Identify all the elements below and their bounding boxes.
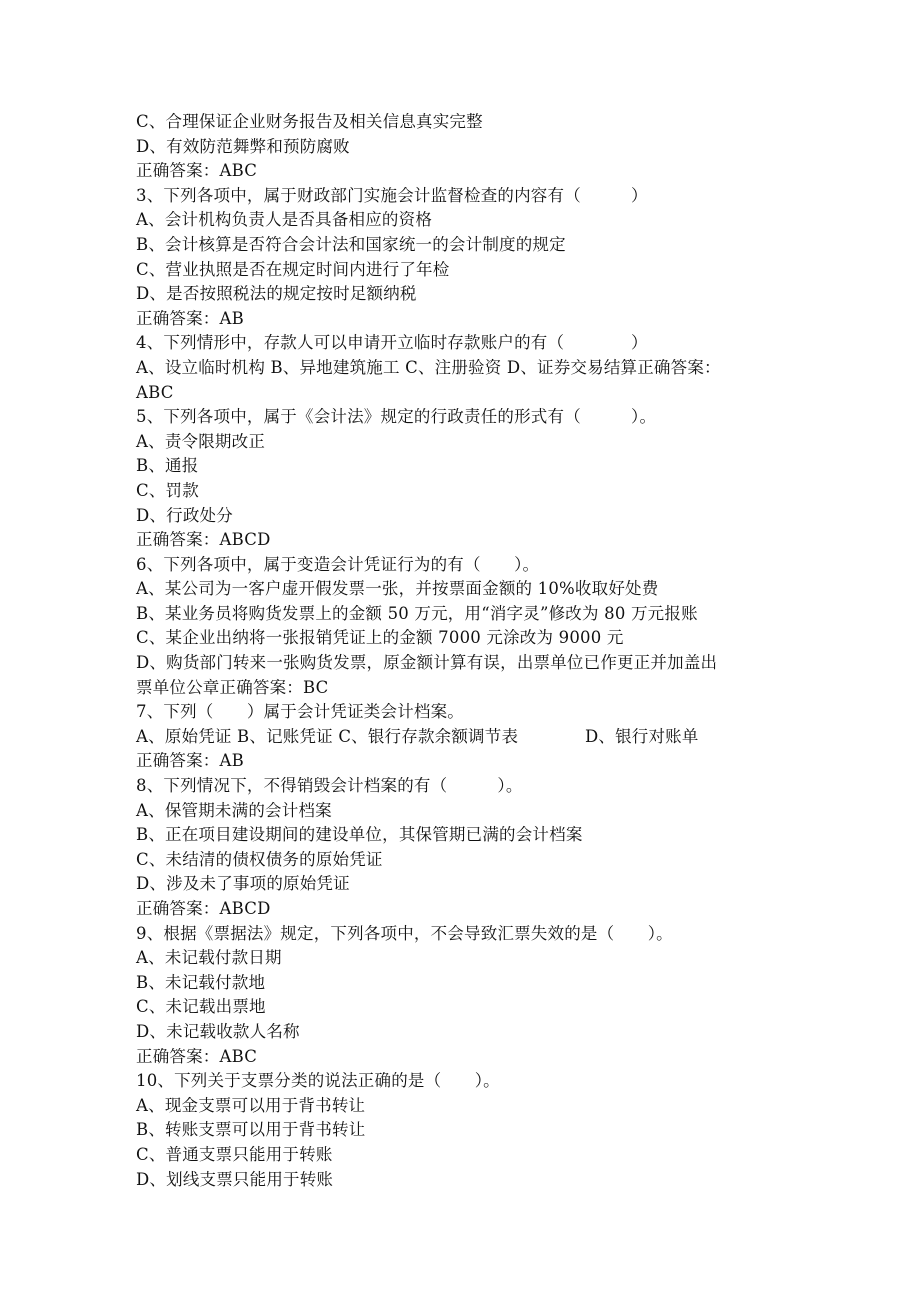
question-line: 8、下列情况下，不得销毁会计档案的有（ ）。 [136, 776, 523, 796]
option-line: B、某业务员将购货发票上的金额 50 万元，用“消字灵”修改为 80 万元报账 [136, 603, 698, 623]
option-line: B、通报 [136, 456, 199, 476]
option-line: B、正在项目建设期间的建设单位，其保管期已满的会计档案 [136, 825, 583, 845]
option-line: B、会计核算是否符合会计法和国家统一的会计制度的规定 [136, 234, 566, 254]
answer-line: 正确答案：AB [136, 308, 244, 328]
option-line: C、未结清的债权债务的原始凭证 [136, 849, 383, 869]
option-line: C、未记载出票地 [136, 997, 266, 1017]
option-line: A、设立临时机构 B、异地建筑施工 C、注册验资 D、证券交易结算正确答案： [136, 357, 721, 377]
option-line: A、会计机构负责人是否具备相应的资格 [136, 210, 433, 230]
answer-line: 正确答案：ABC [136, 161, 258, 181]
option-line: A、责令限期改正 [136, 431, 266, 451]
option-line: A、现金支票可以用于背书转让 [136, 1095, 366, 1115]
answer-line: 正确答案：ABC [136, 1046, 258, 1066]
option-line: B、未记载付款地 [136, 972, 266, 992]
document-page [136, 110, 796, 1192]
option-line: A、原始凭证 B、记账凭证 C、银行存款余额调节表 D、银行对账单 [136, 726, 699, 746]
option-line: A、某公司为一客户虚开假发票一张，并按票面金额的 10%收取好处费 [136, 579, 659, 599]
option-line: C、罚款 [136, 480, 199, 500]
text-line: 票单位公章正确答案：BC [136, 677, 329, 697]
question-line: 9、根据《票据法》规定，下列各项中，不会导致汇票失效的是（ ）。 [136, 923, 673, 943]
question-line: 3、下列各项中，属于财政部门实施会计监督检查的内容有（ ） [136, 185, 648, 205]
option-line: C、普通支票只能用于转账 [136, 1144, 333, 1164]
question-line: 4、下列情形中，存款人可以申请开立临时存款账户的有（ ） [136, 333, 648, 353]
option-line: A、未记载付款日期 [136, 948, 282, 968]
question-line: 7、下列（ ）属于会计凭证类会计档案。 [136, 702, 464, 722]
question-line: 6、下列各项中，属于变造会计凭证行为的有（ ）。 [136, 554, 540, 574]
option-line: D、是否按照税法的规定按时足额纳税 [136, 284, 417, 304]
answer-line: 正确答案：ABCD [136, 530, 271, 550]
answer-line: 正确答案：ABCD [136, 899, 271, 918]
option-line: D、划线支票只能用于转账 [136, 1169, 334, 1189]
option-line: A、保管期未满的会计档案 [136, 800, 332, 820]
option-line: C、某企业出纳将一张报销凭证上的金额 7000 元涂改为 9000 元 [136, 628, 624, 648]
question-line: 10、下列关于支票分类的说法正确的是（ ）。 [136, 1071, 500, 1091]
option-line: D、未记载收款人名称 [136, 1021, 300, 1041]
question-line: 5、下列各项中，属于《会计法》规定的行政责任的形式有（ ）。 [136, 407, 657, 427]
option-line: D、涉及未了事项的原始凭证 [136, 874, 350, 894]
option-line: D、购货部门转来一张购货发票，原金额计算有误，出票单位已作更正并加盖出 [136, 653, 718, 673]
text-line: C、合理保证企业财务报告及相关信息真实完整 [136, 112, 483, 131]
option-line: B、转账支票可以用于背书转让 [136, 1120, 366, 1140]
option-line: C、营业执照是否在规定时间内进行了年检 [136, 259, 450, 279]
option-line: D、行政处分 [136, 505, 233, 525]
answer-line: 正确答案：AB [136, 751, 244, 771]
text-line: ABC [136, 382, 174, 402]
text-line: D、有效防范舞弊和预防腐败 [136, 136, 350, 156]
